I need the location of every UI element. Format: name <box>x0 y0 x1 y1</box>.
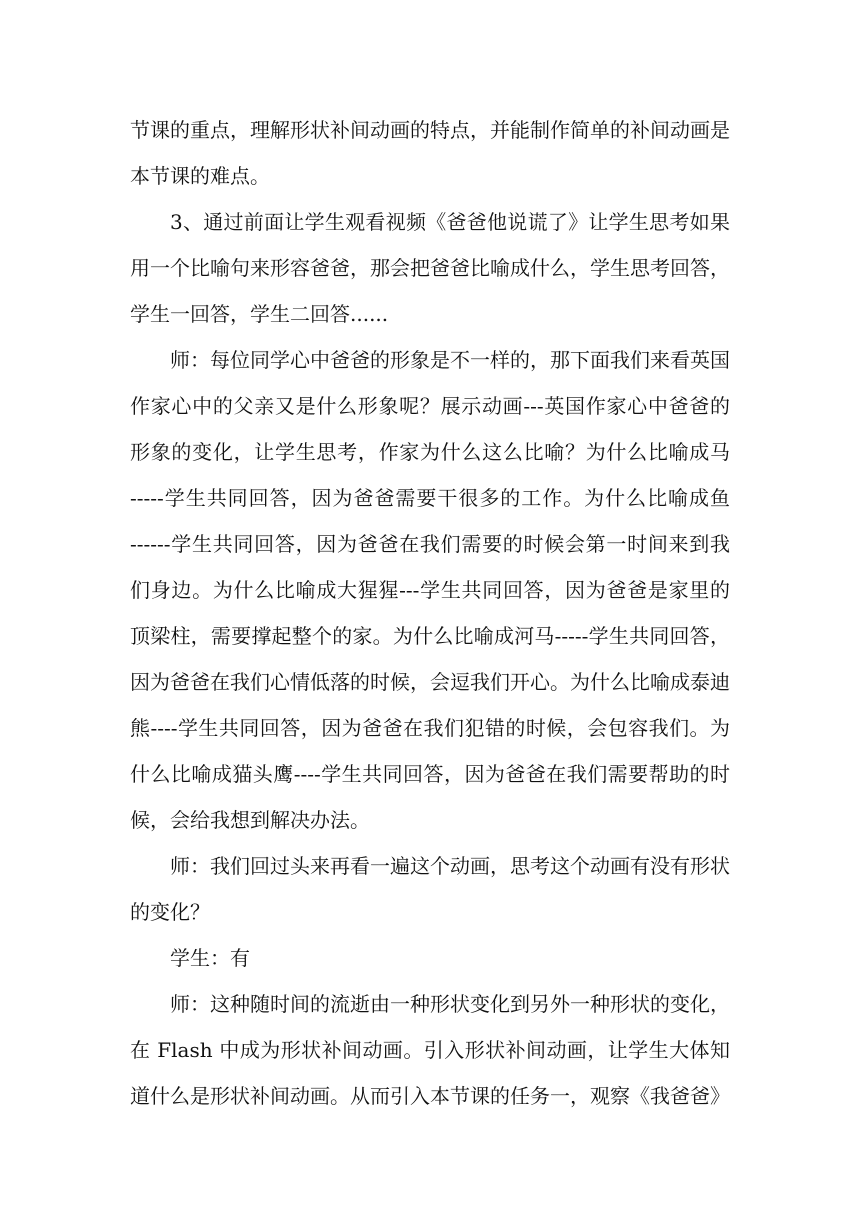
text-line: 们身边。为什么比喻成大猩猩---学生共同回答，因为爸爸是家里的 <box>130 578 730 602</box>
text-line: 本节课的难点。 <box>130 164 270 188</box>
text-line: 师：这种随时间的流逝由一种形状变化到另外一种形状的变化， <box>170 992 730 1016</box>
text-line: ------学生共同回答，因为爸爸在我们需要的时候会第一时间来到我 <box>130 532 730 556</box>
text-line: 顶梁柱，需要撑起整个的家。为什么比喻成河马-----学生共同回答， <box>130 624 730 648</box>
text-line: 什么比喻成猫头鹰----学生共同回答，因为爸爸在我们需要帮助的时 <box>130 762 730 786</box>
text-line: 候，会给我想到解决办法。 <box>130 808 370 832</box>
text-line: -----学生共同回答，因为爸爸需要干很多的工作。为什么比喻成鱼 <box>130 486 730 510</box>
text-line: 3、通过前面让学生观看视频《爸爸他说谎了》让学生思考如果 <box>170 210 730 234</box>
text-line: 用一个比喻句来形容爸爸，那会把爸爸比喻成什么，学生思考回答， <box>130 256 730 280</box>
text-line: 师：每位同学心中爸爸的形象是不一样的，那下面我们来看英国 <box>170 348 730 372</box>
text-line: 形象的变化，让学生思考，作家为什么这么比喻？为什么比喻成马 <box>130 440 730 464</box>
text-line: 熊----学生共同回答，因为爸爸在我们犯错的时候，会包容我们。为 <box>130 716 730 740</box>
text-line: 因为爸爸在我们心情低落的时候，会逗我们开心。为什么比喻成泰迪 <box>130 670 730 694</box>
text-line: 在 Flash 中成为形状补间动画。引入形状补间动画，让学生大体知 <box>130 1038 730 1062</box>
text-line: 学生：有 <box>170 946 250 970</box>
text-line: 节课的重点，理解形状补间动画的特点，并能制作简单的补间动画是 <box>130 118 730 142</box>
text-line: 的变化？ <box>130 900 210 924</box>
text-line: 学生一回答，学生二回答...... <box>130 302 389 326</box>
text-line: 道什么是形状补间动画。从而引入本节课的任务一，观察《我爸爸》 <box>130 1084 730 1108</box>
document-body <box>130 107 730 1119</box>
text-line: 师：我们回过头来再看一遍这个动画，思考这个动画有没有形状 <box>170 854 730 878</box>
text-line: 作家心中的父亲又是什么形象呢？展示动画---英国作家心中爸爸的 <box>130 394 730 418</box>
